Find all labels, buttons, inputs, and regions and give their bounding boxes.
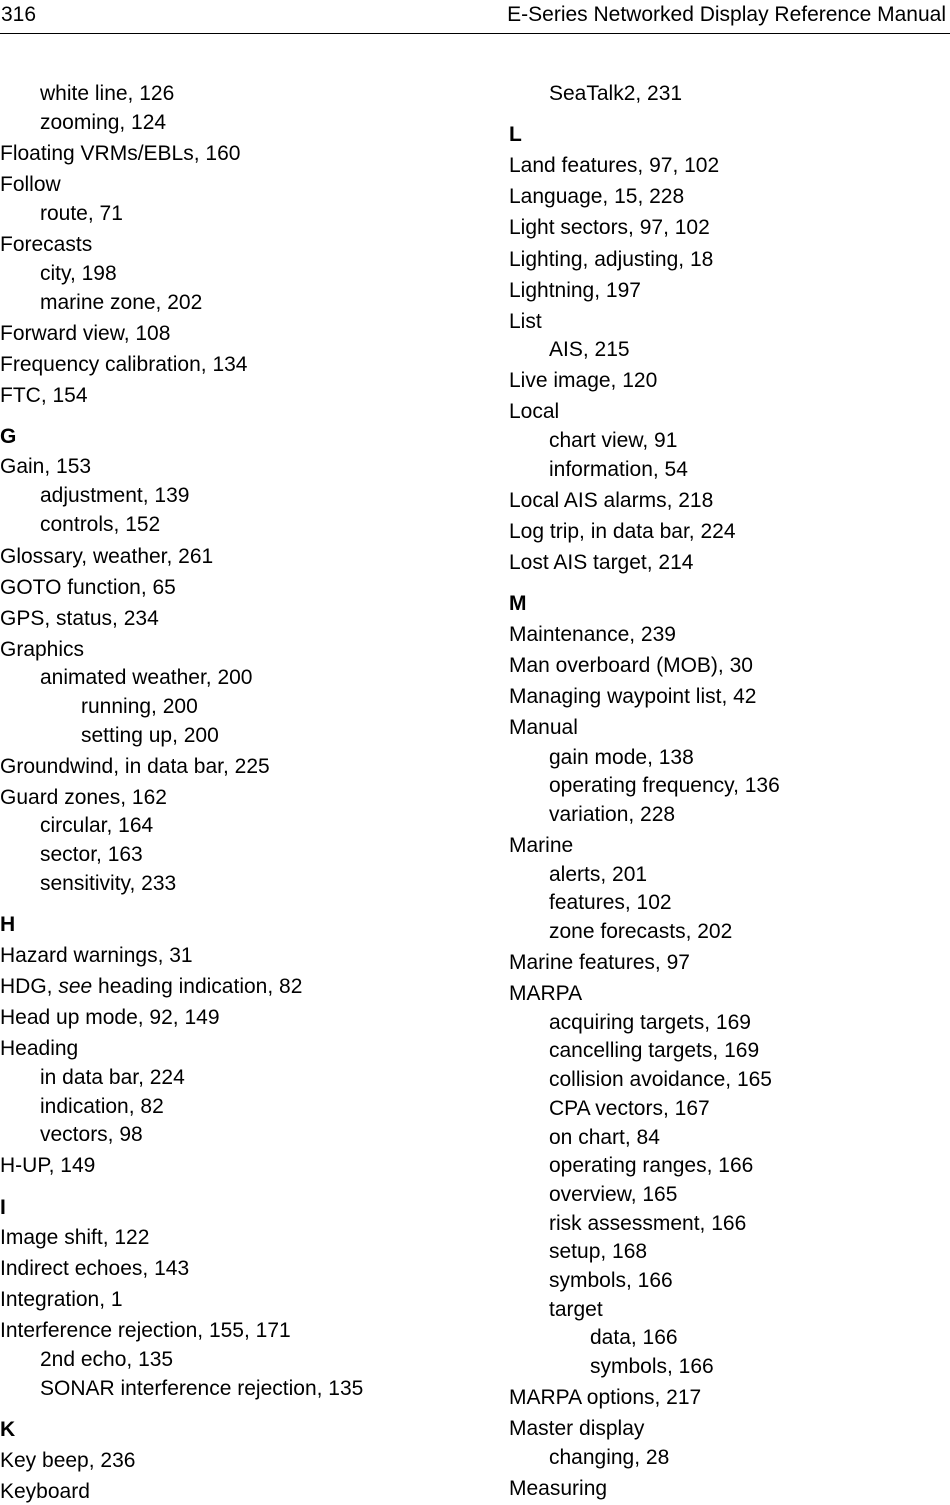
index-entry-text: HDG, bbox=[0, 975, 53, 998]
index-entry-text: MARPA bbox=[509, 982, 583, 1005]
index-entry-text: operating frequency, 136 bbox=[549, 774, 780, 797]
index-entry bbox=[509, 715, 578, 741]
index-entry bbox=[590, 1325, 678, 1351]
index-entry bbox=[0, 1036, 78, 1062]
index-entry bbox=[549, 1211, 746, 1237]
index-entry-text: Light sectors, 97, 102 bbox=[509, 216, 710, 239]
index-entry-text: SONAR interference rejection, 135 bbox=[40, 1377, 364, 1400]
index-letter-heading bbox=[0, 424, 16, 450]
index-entry bbox=[0, 606, 159, 632]
index-entry bbox=[0, 232, 92, 258]
page-header bbox=[0, 0, 950, 34]
index-entry-text: controls, 152 bbox=[40, 513, 161, 536]
index-entry-text: sector, 163 bbox=[40, 843, 143, 866]
index-entry bbox=[549, 802, 675, 828]
index-entry-text: SeaTalk2, 231 bbox=[549, 82, 683, 105]
index-entry bbox=[549, 337, 630, 363]
index-entry bbox=[0, 321, 170, 347]
index-entry bbox=[509, 184, 684, 210]
index-entry-text: Master display bbox=[509, 1417, 645, 1440]
index-entry-text: in data bar, 224 bbox=[40, 1066, 185, 1089]
index-entry-text: Maintenance, 239 bbox=[509, 623, 676, 646]
index-entry bbox=[549, 457, 688, 483]
index-entry bbox=[549, 1268, 673, 1294]
index-entry bbox=[0, 1318, 291, 1344]
index-letter-heading bbox=[0, 912, 15, 938]
index-entry-text: adjustment, 139 bbox=[40, 484, 190, 507]
index-entry-text: Managing waypoint list, 42 bbox=[509, 685, 757, 708]
index-entry-text: risk assessment, 166 bbox=[549, 1212, 747, 1235]
index-entry-text: symbols, 166 bbox=[549, 1269, 673, 1292]
index-entry-text: cancelling targets, 169 bbox=[549, 1039, 760, 1062]
index-entry-text: symbols, 166 bbox=[590, 1355, 714, 1378]
index-letter-heading bbox=[0, 1417, 15, 1443]
index-entry-text: Head up mode, 92, 149 bbox=[0, 1006, 220, 1029]
index-entry bbox=[0, 1153, 95, 1179]
index-entry-text: Indirect echoes, 143 bbox=[0, 1257, 190, 1280]
index-entry-text: on chart, 84 bbox=[549, 1126, 660, 1149]
index-entry bbox=[0, 637, 84, 663]
index-entry-text: Man overboard (MOB), 30 bbox=[509, 654, 753, 677]
index-entry bbox=[0, 383, 88, 409]
index-entry bbox=[509, 950, 690, 976]
index-entry-text: List bbox=[509, 310, 542, 333]
index-entry-text: MARPA options, 217 bbox=[509, 1386, 702, 1409]
index-entry bbox=[40, 1094, 164, 1120]
index-entry bbox=[0, 1005, 220, 1031]
index-entry bbox=[509, 550, 693, 576]
index-entry-text: animated weather, 200 bbox=[40, 666, 253, 689]
index-entry bbox=[0, 141, 240, 167]
index-entry-text: Forecasts bbox=[0, 233, 93, 256]
index-entry bbox=[509, 981, 582, 1007]
index-entry-text: alerts, 201 bbox=[549, 863, 648, 886]
index-entry bbox=[549, 1239, 647, 1265]
running-title: E-Series Networked Display Reference Manual bbox=[507, 3, 946, 26]
index-entry-text: acquiring targets, 169 bbox=[549, 1011, 751, 1034]
index-entry bbox=[509, 519, 736, 545]
index-entry bbox=[40, 512, 160, 538]
index-entry-text: GPS, status, 234 bbox=[0, 607, 159, 630]
index-entry bbox=[81, 694, 198, 720]
index-entry-text: data, 166 bbox=[590, 1326, 678, 1349]
index-entry bbox=[509, 622, 676, 648]
index-letter-heading bbox=[0, 1195, 6, 1221]
index-entry bbox=[509, 1476, 607, 1502]
index-entry-text: GOTO function, 65 bbox=[0, 576, 176, 599]
index-entry-text: Measuring bbox=[509, 1477, 608, 1500]
index-entry bbox=[509, 1385, 701, 1411]
index-entry-text: zooming, 124 bbox=[40, 111, 167, 134]
index-entry bbox=[590, 1354, 714, 1380]
index-entry bbox=[81, 723, 219, 749]
index-entry-text: G bbox=[0, 425, 17, 448]
index-entry-text: Gain, 153 bbox=[0, 455, 92, 478]
index-entry-text: gain mode, 138 bbox=[549, 746, 694, 769]
index-entry-text: CPA vectors, 167 bbox=[549, 1097, 710, 1120]
index-entry-text: Forward view, 108 bbox=[0, 322, 171, 345]
index-entry bbox=[509, 309, 542, 335]
index-entry bbox=[40, 81, 174, 107]
index-entry-text: Local bbox=[509, 400, 560, 423]
index-entry-text: Manual bbox=[509, 716, 578, 739]
index-entry-text: sensitivity, 233 bbox=[40, 872, 177, 895]
index-entry bbox=[40, 110, 166, 136]
index-entry bbox=[509, 368, 657, 394]
index-entry-text: Keyboard bbox=[0, 1480, 90, 1503]
index-entry-text: changing, 28 bbox=[549, 1446, 670, 1469]
index-entry bbox=[549, 919, 732, 945]
index-entry bbox=[509, 153, 719, 179]
index-entry bbox=[509, 278, 641, 304]
index-entry bbox=[509, 215, 710, 241]
index-letter-heading bbox=[509, 591, 527, 617]
index-entry-text: K bbox=[0, 1418, 16, 1441]
index-entry bbox=[0, 454, 91, 480]
index-entry-text: AIS, 215 bbox=[549, 338, 630, 361]
index-entry-text: city, 198 bbox=[40, 262, 117, 285]
index-entry bbox=[549, 1010, 751, 1036]
index-entry bbox=[40, 201, 123, 227]
index-entry bbox=[549, 1153, 753, 1179]
index-entry bbox=[549, 1182, 677, 1208]
index-entry bbox=[0, 1256, 189, 1282]
index-entry bbox=[0, 1448, 135, 1474]
index-entry-text: Floating VRMs/EBLs, 160 bbox=[0, 142, 241, 165]
index-entry bbox=[549, 745, 694, 771]
index-entry bbox=[549, 1038, 759, 1064]
index-entry bbox=[549, 1445, 669, 1471]
index-entry bbox=[509, 399, 559, 425]
index-entry bbox=[40, 813, 153, 839]
index-entry-text: FTC, 154 bbox=[0, 384, 88, 407]
index-entry-text: I bbox=[0, 1196, 6, 1219]
index-entry-text: chart view, 91 bbox=[549, 429, 678, 452]
index-entry-text: Frequency calibration, 134 bbox=[0, 353, 248, 376]
index-entry-text: indication, 82 bbox=[40, 1095, 164, 1118]
index-entry-text: white line, 126 bbox=[40, 82, 175, 105]
index-entry-text: Heading bbox=[0, 1037, 79, 1060]
index-entry bbox=[40, 1376, 363, 1402]
index-entry bbox=[0, 1479, 90, 1505]
index-entry-text: Follow bbox=[0, 173, 61, 196]
index-entry-text: zone forecasts, 202 bbox=[549, 920, 733, 943]
index-entry bbox=[0, 785, 167, 811]
index-entry-text: marine zone, 202 bbox=[40, 291, 203, 314]
index-entry-text: Guard zones, 162 bbox=[0, 786, 167, 809]
index-entry-text: Hazard warnings, 31 bbox=[0, 944, 193, 967]
index-entry bbox=[509, 653, 753, 679]
index-entry bbox=[509, 247, 713, 273]
index-entry-text: Image shift, 122 bbox=[0, 1226, 150, 1249]
index-entry-text: Glossary, weather, 261 bbox=[0, 545, 214, 568]
index-entry bbox=[40, 290, 202, 316]
index-entry bbox=[40, 842, 143, 868]
index-entry-text: overview, 165 bbox=[549, 1183, 678, 1206]
index-entry-text: Marine bbox=[509, 834, 574, 857]
index-entry-text: variation, 228 bbox=[549, 803, 676, 826]
index-entry bbox=[40, 665, 252, 691]
index-entry bbox=[549, 1067, 772, 1093]
index-entry-text: 2nd echo, 135 bbox=[40, 1348, 174, 1371]
index-entry-text: Marine features, 97 bbox=[509, 951, 690, 974]
page-number: 316 bbox=[1, 3, 37, 26]
index-entry bbox=[40, 261, 117, 287]
index-entry bbox=[40, 483, 189, 509]
index-entry bbox=[0, 1225, 149, 1251]
index-entry bbox=[0, 1287, 123, 1313]
index-entry-text: Interference rejection, 155, 171 bbox=[0, 1319, 291, 1342]
index-entry-text: target bbox=[549, 1298, 603, 1321]
index-entry-text: Graphics bbox=[0, 638, 85, 661]
index-entry bbox=[509, 488, 713, 514]
index-entry-text: M bbox=[509, 592, 527, 615]
index-entry bbox=[549, 890, 672, 916]
index-entry-text: collision avoidance, 165 bbox=[549, 1068, 772, 1091]
index-entry bbox=[0, 544, 213, 570]
index-entry bbox=[549, 773, 780, 799]
index-entry-text: operating ranges, 166 bbox=[549, 1154, 754, 1177]
index-entry-text: setup, 168 bbox=[549, 1240, 648, 1263]
index-entry bbox=[40, 1065, 185, 1091]
index-entry-text: H bbox=[0, 913, 16, 936]
index-entry bbox=[509, 1416, 644, 1442]
index-entry bbox=[40, 1122, 143, 1148]
index-entry-text: Groundwind, in data bar, 225 bbox=[0, 755, 270, 778]
index-entry bbox=[0, 754, 270, 780]
index-entry-reference: heading indication, 82 bbox=[98, 975, 303, 998]
see-reference: see bbox=[58, 975, 93, 998]
index-entry bbox=[509, 684, 756, 710]
index-entry bbox=[40, 871, 176, 897]
index-entry-text: Live image, 120 bbox=[509, 369, 658, 392]
index-entry bbox=[509, 833, 573, 859]
index-entry-text: Land features, 97, 102 bbox=[509, 154, 720, 177]
index-entry bbox=[40, 1347, 173, 1373]
index-entry-text: Lost AIS target, 214 bbox=[509, 551, 694, 574]
index-entry-text: circular, 164 bbox=[40, 814, 154, 837]
index-entry-text: route, 71 bbox=[40, 202, 123, 225]
index-entry-text: information, 54 bbox=[549, 458, 688, 481]
index-entry-text: features, 102 bbox=[549, 891, 672, 914]
index-letter-heading bbox=[509, 122, 522, 148]
index-entry bbox=[549, 862, 647, 888]
index-entry-text: Lightning, 197 bbox=[509, 279, 641, 302]
index-entry bbox=[549, 81, 682, 107]
index-entry bbox=[549, 1096, 710, 1122]
index-entry bbox=[549, 1125, 660, 1151]
index-entry-text: L bbox=[509, 123, 522, 146]
index-entry-text: Language, 15, 228 bbox=[509, 185, 685, 208]
index-entry bbox=[0, 172, 61, 198]
index-entry bbox=[0, 974, 302, 1000]
index-entry-text: H-UP, 149 bbox=[0, 1154, 96, 1177]
index-entry bbox=[549, 428, 677, 454]
index-entry bbox=[0, 943, 193, 969]
index-entry bbox=[0, 352, 247, 378]
index-entry bbox=[549, 1297, 603, 1323]
index-entry bbox=[0, 575, 176, 601]
index-entry-text: setting up, 200 bbox=[81, 724, 219, 747]
index-entry-text: Lighting, adjusting, 18 bbox=[509, 248, 714, 271]
index-entry-text: Local AIS alarms, 218 bbox=[509, 489, 714, 512]
index-entry-text: vectors, 98 bbox=[40, 1123, 143, 1146]
index-entry-text: running, 200 bbox=[81, 695, 198, 718]
index-entry-text: Log trip, in data bar, 224 bbox=[509, 520, 736, 543]
index-entry-text: Integration, 1 bbox=[0, 1288, 123, 1311]
index-entry-text: Key beep, 236 bbox=[0, 1449, 136, 1472]
